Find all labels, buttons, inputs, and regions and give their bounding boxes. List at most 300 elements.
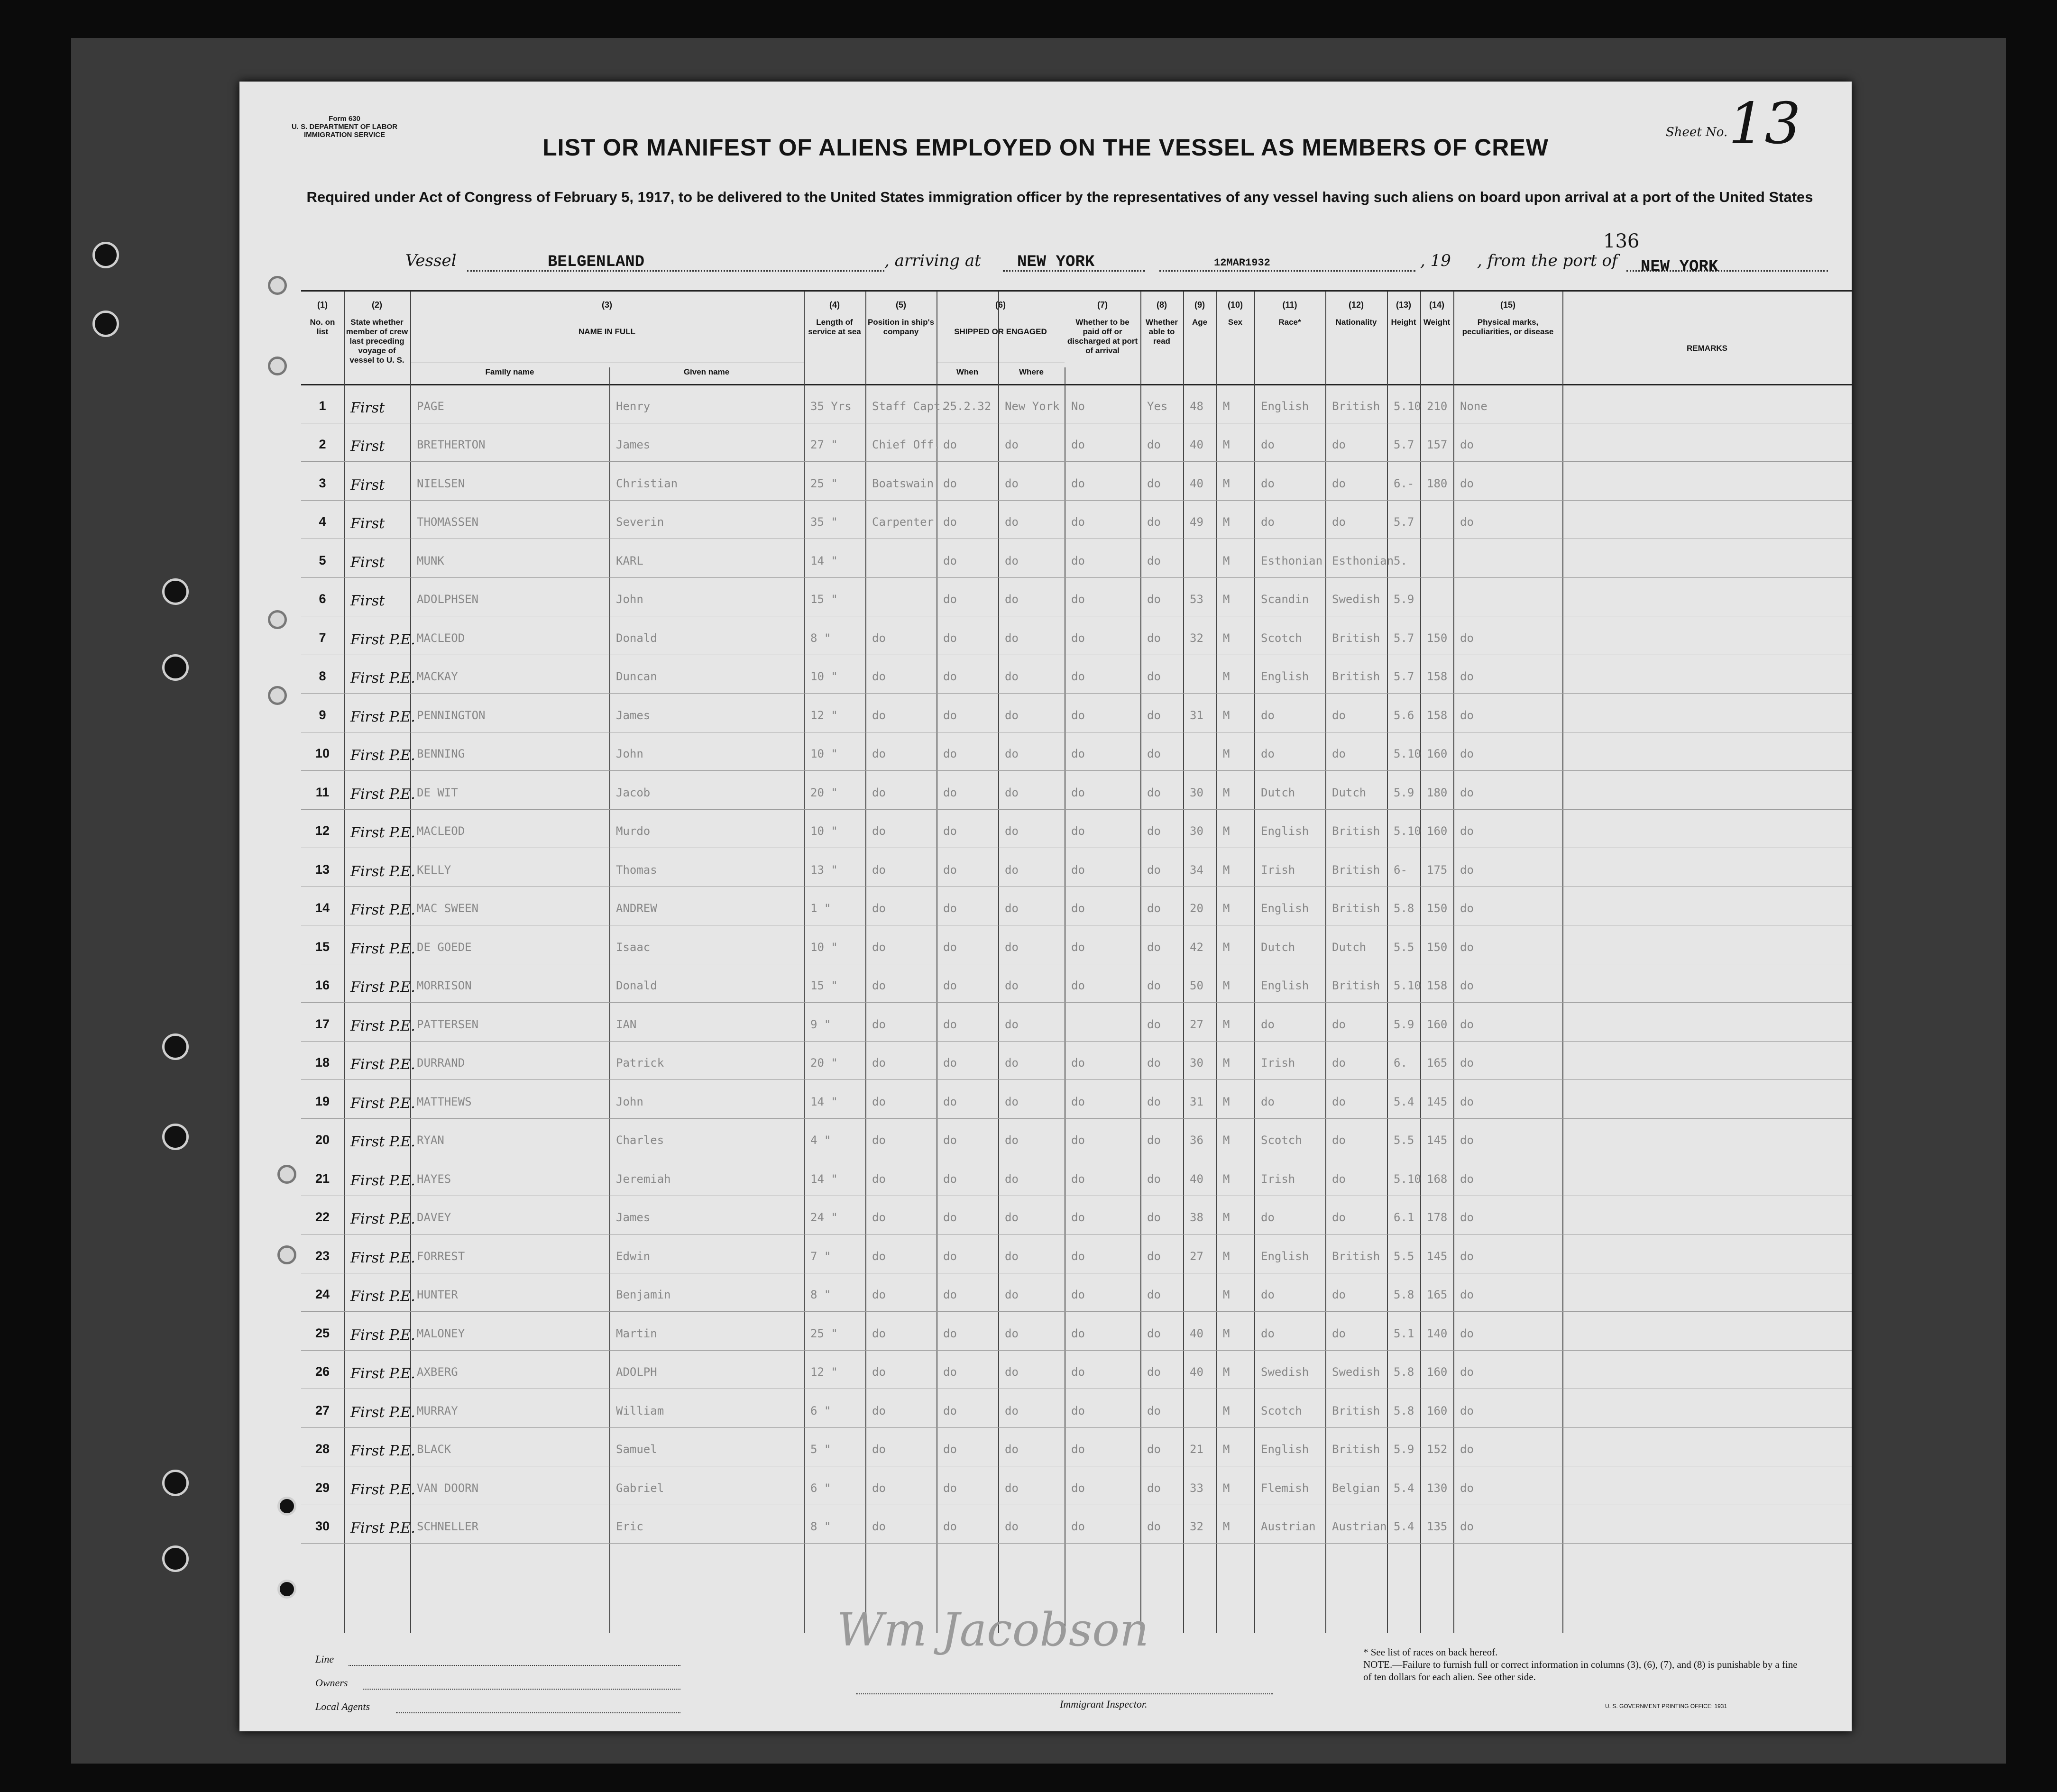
previous-voyage-entry: First P.E. bbox=[350, 1056, 415, 1073]
crew-cell-read: do bbox=[1147, 1056, 1161, 1070]
crew-cell-fam: BRETHERTON bbox=[417, 438, 486, 452]
crew-cell-nat: do bbox=[1332, 1095, 1346, 1108]
crew-cell-when: do bbox=[943, 708, 957, 722]
crew-cell-wt: 150 bbox=[1427, 902, 1448, 915]
crew-cell-fam: FORREST bbox=[417, 1249, 465, 1263]
row-divider bbox=[301, 1311, 1852, 1312]
crew-cell-age: 20 bbox=[1190, 902, 1203, 915]
crew-cell-wt: 175 bbox=[1427, 863, 1448, 877]
crew-cell-race: English bbox=[1261, 1443, 1309, 1456]
crew-cell-race: Scandin bbox=[1261, 593, 1309, 606]
crew-cell-paid: do bbox=[1071, 1056, 1085, 1070]
previous-voyage-entry: First P.E. bbox=[350, 979, 415, 996]
row-number: 25 bbox=[315, 1326, 330, 1340]
previous-voyage-entry: First P.E. bbox=[350, 1211, 415, 1228]
previous-voyage-entry: First P.E. bbox=[350, 902, 415, 919]
column-header: Physical marks, peculiarities, or disease bbox=[1462, 318, 1554, 336]
crew-cell-marks: do bbox=[1460, 631, 1474, 645]
crew-cell-read: do bbox=[1147, 863, 1161, 877]
crew-cell-ht: 5.6 bbox=[1394, 708, 1414, 722]
crew-cell-ht: 5.5 bbox=[1394, 940, 1414, 954]
inspector-signature: Wm Jacobson bbox=[837, 1603, 1149, 1656]
crew-cell-pos: Carpenter bbox=[872, 515, 934, 529]
crew-cell-read: do bbox=[1147, 515, 1161, 529]
page-hole-icon bbox=[268, 610, 287, 629]
crew-cell-read: do bbox=[1147, 708, 1161, 722]
crew-cell-marks: do bbox=[1460, 476, 1474, 490]
crew-cell-given: Edwin bbox=[616, 1249, 651, 1263]
crew-cell-sex: M bbox=[1223, 786, 1230, 799]
crew-cell-given: William bbox=[616, 1404, 664, 1417]
column-number: (11) bbox=[1282, 300, 1297, 310]
crew-cell-read: do bbox=[1147, 1404, 1161, 1417]
crew-cell-wt: 168 bbox=[1427, 1172, 1448, 1186]
crew-cell-wt: 145 bbox=[1427, 1134, 1448, 1147]
crew-cell-race: do bbox=[1261, 476, 1275, 490]
crew-cell-read: do bbox=[1147, 1288, 1161, 1302]
crew-cell-marks: do bbox=[1460, 1443, 1474, 1456]
crew-cell-ht: 5.10 bbox=[1394, 979, 1421, 993]
crew-cell-read: do bbox=[1147, 824, 1161, 838]
previous-voyage-entry: First P.E. bbox=[350, 1481, 415, 1498]
crew-cell-len: 14 " bbox=[810, 554, 838, 567]
crew-cell-pos: do bbox=[872, 1326, 886, 1340]
binder-hole-icon bbox=[162, 1545, 189, 1572]
crew-cell-pos: do bbox=[872, 1211, 886, 1225]
crew-cell-len: 7 " bbox=[810, 1249, 831, 1263]
column-header: Weight bbox=[1423, 318, 1451, 327]
crew-cell-ht: 5.7 bbox=[1394, 515, 1414, 529]
crew-cell-nat: do bbox=[1332, 1056, 1346, 1070]
crew-cell-pos: Boatswain bbox=[872, 476, 934, 490]
crew-cell-sex: M bbox=[1223, 979, 1230, 993]
crew-cell-pos: do bbox=[872, 1443, 886, 1456]
row-number: 21 bbox=[315, 1171, 330, 1186]
column-number: (14) bbox=[1429, 300, 1444, 310]
crew-cell-given: Murdo bbox=[616, 824, 651, 838]
crew-cell-age: 38 bbox=[1190, 1211, 1203, 1225]
previous-voyage-entry: First P.E. bbox=[350, 1404, 415, 1421]
crew-cell-len: 1 " bbox=[810, 902, 831, 915]
crew-cell-marks: do bbox=[1460, 1520, 1474, 1534]
crew-cell-age: 49 bbox=[1190, 515, 1203, 529]
crew-cell-len: 8 " bbox=[810, 1520, 831, 1534]
manifest-page bbox=[239, 82, 1852, 1731]
crew-cell-paid: do bbox=[1071, 747, 1085, 761]
crew-cell-len: 10 " bbox=[810, 824, 838, 838]
crew-cell-fam: DAVEY bbox=[417, 1211, 451, 1225]
crew-cell-fam: NIELSEN bbox=[417, 476, 465, 490]
crew-cell-race: Esthonian bbox=[1261, 554, 1323, 567]
crew-cell-paid: do bbox=[1071, 593, 1085, 606]
column-header: Sex bbox=[1228, 318, 1243, 327]
row-divider bbox=[301, 577, 1852, 578]
crew-cell-when: do bbox=[943, 1095, 957, 1108]
crew-cell-fam: PATTERSEN bbox=[417, 1017, 479, 1031]
crew-cell-nat: British bbox=[1332, 1443, 1380, 1456]
crew-cell-wt: 130 bbox=[1427, 1481, 1448, 1495]
column-number: (5) bbox=[896, 300, 906, 310]
page-subtitle: Required under Act of Congress of February 5, 1917, to be delivered to the United States immigration officer by the representatives of any vessel having such aliens on board upon arrival at a port of the United States bbox=[306, 189, 1813, 205]
crew-cell-age: 50 bbox=[1190, 979, 1203, 993]
crew-cell-fam: MACKAY bbox=[417, 670, 458, 684]
row-number: 8 bbox=[319, 669, 326, 684]
crew-cell-wt: 158 bbox=[1427, 670, 1448, 684]
crew-cell-marks: do bbox=[1460, 1017, 1474, 1031]
crew-cell-paid: do bbox=[1071, 1443, 1085, 1456]
crew-cell-read: do bbox=[1147, 1481, 1161, 1495]
crew-cell-when: do bbox=[943, 438, 957, 452]
previous-voyage-entry: First P.E. bbox=[350, 708, 415, 725]
row-number: 15 bbox=[315, 939, 330, 954]
page-hole-icon bbox=[277, 1245, 296, 1264]
form-identifier: Form 630 U. S. DEPARTMENT OF LABOR IMMIGRATION SERVICE bbox=[292, 115, 398, 139]
crew-cell-given: ANDREW bbox=[616, 902, 657, 915]
row-number: 23 bbox=[315, 1248, 330, 1263]
crew-cell-age: 40 bbox=[1190, 1365, 1203, 1379]
previous-voyage-entry: First P.E. bbox=[350, 1288, 415, 1305]
crew-cell-len: 20 " bbox=[810, 1056, 838, 1070]
crew-cell-nat: do bbox=[1332, 438, 1346, 452]
row-number: 24 bbox=[315, 1287, 330, 1302]
crew-cell-sex: M bbox=[1223, 1211, 1230, 1225]
crew-cell-marks: do bbox=[1460, 979, 1474, 993]
crew-cell-pos: do bbox=[872, 1365, 886, 1379]
crew-cell-ht: 6. bbox=[1394, 1056, 1407, 1070]
crew-cell-len: 15 " bbox=[810, 593, 838, 606]
crew-cell-when: do bbox=[943, 902, 957, 915]
crew-cell-sex: M bbox=[1223, 1017, 1230, 1031]
crew-cell-marks: do bbox=[1460, 1326, 1474, 1340]
crew-cell-race: Swedish bbox=[1261, 1365, 1309, 1379]
previous-voyage-entry: First bbox=[350, 438, 385, 455]
crew-cell-wt: 180 bbox=[1427, 476, 1448, 490]
crew-cell-paid: do bbox=[1071, 708, 1085, 722]
crew-cell-wt: 158 bbox=[1427, 708, 1448, 722]
crew-cell-len: 8 " bbox=[810, 631, 831, 645]
crew-cell-nat: Esthonian bbox=[1332, 554, 1394, 567]
crew-cell-fam: THOMASSEN bbox=[417, 515, 479, 529]
crew-cell-marks: do bbox=[1460, 1404, 1474, 1417]
crew-cell-given: Donald bbox=[616, 979, 657, 993]
crew-cell-pos: do bbox=[872, 1134, 886, 1147]
crew-cell-race: Scotch bbox=[1261, 1404, 1302, 1417]
crew-cell-where: do bbox=[1005, 593, 1019, 606]
crew-cell-wt: 152 bbox=[1427, 1443, 1448, 1456]
crew-cell-given: James bbox=[616, 438, 651, 452]
previous-voyage-entry: First P.E. bbox=[350, 1095, 415, 1112]
binder-hole-icon bbox=[162, 654, 189, 681]
inspector-label: Immigrant Inspector. bbox=[1060, 1698, 1148, 1710]
footer-owners-label: Owners bbox=[315, 1677, 348, 1689]
crew-cell-given: Thomas bbox=[616, 863, 657, 877]
crew-cell-where: do bbox=[1005, 979, 1019, 993]
crew-cell-nat: do bbox=[1332, 476, 1346, 490]
footer-line-label: Line bbox=[315, 1653, 334, 1665]
previous-voyage-entry: First P.E. bbox=[350, 631, 415, 648]
crew-cell-when: 25.2.32 bbox=[943, 399, 992, 413]
crew-cell-paid: do bbox=[1071, 1288, 1085, 1302]
crew-cell-ht: 5.5 bbox=[1394, 1134, 1414, 1147]
crew-cell-nat: do bbox=[1332, 1288, 1346, 1302]
crew-cell-where: do bbox=[1005, 863, 1019, 877]
crew-cell-age: 36 bbox=[1190, 1134, 1203, 1147]
previous-voyage-entry: First P.E. bbox=[350, 1326, 415, 1344]
column-header: Age bbox=[1192, 318, 1208, 327]
previous-voyage-entry: First P.E. bbox=[350, 1365, 415, 1382]
crew-cell-read: do bbox=[1147, 902, 1161, 915]
crew-cell-pos: do bbox=[872, 631, 886, 645]
crew-cell-nat: Swedish bbox=[1332, 593, 1380, 606]
crew-cell-age: 32 bbox=[1190, 1520, 1203, 1534]
crew-cell-ht: 5.9 bbox=[1394, 1443, 1414, 1456]
date-stamp: 12MAR1932 bbox=[1214, 257, 1270, 269]
from-label: , from the port of bbox=[1477, 251, 1618, 270]
crew-cell-marks: do bbox=[1460, 902, 1474, 915]
crew-cell-nat: do bbox=[1332, 1326, 1346, 1340]
crew-cell-fam: MORRISON bbox=[417, 979, 472, 993]
crew-cell-sex: M bbox=[1223, 631, 1230, 645]
crew-cell-where: do bbox=[1005, 940, 1019, 954]
crew-cell-fam: DE WIT bbox=[417, 786, 458, 799]
crew-cell-race: do bbox=[1261, 515, 1275, 529]
crew-cell-sex: M bbox=[1223, 1404, 1230, 1417]
fine-note: NOTE.—Failure to furnish full or correct information in columns (3), (6), (7), and (8) is punishable by a fine of ten dollars for each alien. See other side. bbox=[1363, 1659, 1798, 1682]
crew-cell-pos: do bbox=[872, 1017, 886, 1031]
crew-cell-when: do bbox=[943, 554, 957, 567]
crew-cell-ht: 5.4 bbox=[1394, 1481, 1414, 1495]
crew-cell-ht: 5.10 bbox=[1394, 1172, 1421, 1186]
crew-cell-race: English bbox=[1261, 670, 1309, 684]
crew-cell-nat: do bbox=[1332, 1211, 1346, 1225]
crew-cell-ht: 5. bbox=[1394, 554, 1407, 567]
crew-cell-pos: Chief Off. bbox=[872, 438, 941, 452]
crew-cell-where: do bbox=[1005, 1017, 1019, 1031]
column-header: Nationality bbox=[1335, 318, 1377, 327]
crew-cell-paid: do bbox=[1071, 554, 1085, 567]
crew-cell-given: Duncan bbox=[616, 670, 657, 684]
crew-cell-wt: 160 bbox=[1427, 1017, 1448, 1031]
crew-cell-given: IAN bbox=[616, 1017, 637, 1031]
crew-cell-race: English bbox=[1261, 902, 1309, 915]
crew-cell-marks: do bbox=[1460, 1172, 1474, 1186]
crew-cell-nat: British bbox=[1332, 399, 1380, 413]
page-hole-icon bbox=[268, 357, 287, 375]
crew-cell-nat: do bbox=[1332, 1134, 1346, 1147]
binder-hole-icon bbox=[162, 1124, 189, 1150]
column-number: (7) bbox=[1097, 300, 1108, 310]
crew-cell-len: 15 " bbox=[810, 979, 838, 993]
binder-hole-icon bbox=[162, 1470, 189, 1496]
crew-cell-sex: M bbox=[1223, 1520, 1230, 1534]
subheader-where: Where bbox=[1019, 367, 1044, 376]
crew-cell-paid: No bbox=[1071, 399, 1085, 413]
crew-cell-wt: 150 bbox=[1427, 940, 1448, 954]
previous-voyage-entry: First P.E. bbox=[350, 1520, 415, 1537]
row-divider bbox=[301, 1002, 1852, 1003]
crew-cell-wt: 150 bbox=[1427, 631, 1448, 645]
page-hole-icon bbox=[268, 276, 287, 295]
previous-voyage-entry: First P.E. bbox=[350, 747, 415, 764]
crew-cell-sex: M bbox=[1223, 1288, 1230, 1302]
crew-cell-paid: do bbox=[1071, 902, 1085, 915]
crew-cell-nat: do bbox=[1332, 1017, 1346, 1031]
previous-voyage-entry: First bbox=[350, 554, 385, 571]
column-number: (1) bbox=[317, 300, 328, 310]
column-header: Race* bbox=[1278, 318, 1301, 327]
crew-cell-when: do bbox=[943, 515, 957, 529]
crew-cell-race: do bbox=[1261, 747, 1275, 761]
crew-cell-fam: VAN DOORN bbox=[417, 1481, 479, 1495]
crew-cell-pos: do bbox=[872, 1404, 886, 1417]
crew-cell-where: do bbox=[1005, 1365, 1019, 1379]
crew-cell-read: do bbox=[1147, 593, 1161, 606]
crew-cell-len: 25 " bbox=[810, 476, 838, 490]
crew-cell-paid: do bbox=[1071, 1134, 1085, 1147]
crew-cell-pos: do bbox=[872, 708, 886, 722]
crew-cell-ht: 5.7 bbox=[1394, 438, 1414, 452]
sheet-label: Sheet No. bbox=[1666, 125, 1728, 139]
crew-cell-len: 4 " bbox=[810, 1134, 831, 1147]
arriving-port: NEW YORK bbox=[1017, 253, 1095, 271]
crew-cell-wt: 157 bbox=[1427, 438, 1448, 452]
crew-cell-where: do bbox=[1005, 747, 1019, 761]
crew-cell-read: do bbox=[1147, 1365, 1161, 1379]
crew-cell-marks: do bbox=[1460, 1288, 1474, 1302]
subheader-family: Family name bbox=[485, 367, 534, 376]
year-label: , 19 bbox=[1420, 251, 1451, 270]
row-number: 14 bbox=[315, 901, 330, 915]
row-number: 17 bbox=[315, 1016, 330, 1031]
crew-cell-given: John bbox=[616, 1095, 643, 1108]
crew-cell-read: do bbox=[1147, 979, 1161, 993]
vessel-label: Vessel bbox=[405, 251, 457, 270]
crew-cell-fam: ADOLPHSEN bbox=[417, 593, 479, 606]
crew-cell-given: Jacob bbox=[616, 786, 651, 799]
crew-cell-fam: BLACK bbox=[417, 1443, 451, 1456]
crew-cell-given: KARL bbox=[616, 554, 643, 567]
column-header: Whether to be paid off or discharged at port of arrival bbox=[1067, 318, 1138, 355]
row-number: 6 bbox=[319, 592, 326, 606]
crew-cell-fam: RYAN bbox=[417, 1134, 444, 1147]
crew-cell-nat: do bbox=[1332, 515, 1346, 529]
crew-cell-read: do bbox=[1147, 1326, 1161, 1340]
crew-cell-given: Martin bbox=[616, 1326, 657, 1340]
row-number: 30 bbox=[315, 1519, 330, 1534]
crew-cell-fam: DURRAND bbox=[417, 1056, 465, 1070]
crew-cell-age: 40 bbox=[1190, 1326, 1203, 1340]
crew-cell-len: 24 " bbox=[810, 1211, 838, 1225]
crew-cell-paid: do bbox=[1071, 1404, 1085, 1417]
crew-cell-len: 12 " bbox=[810, 1365, 838, 1379]
crew-cell-ht: 6.- bbox=[1394, 476, 1414, 490]
crew-cell-fam: MACLEOD bbox=[417, 824, 465, 838]
crew-cell-pos: do bbox=[872, 1249, 886, 1263]
crew-cell-when: do bbox=[943, 940, 957, 954]
crew-cell-marks: do bbox=[1460, 708, 1474, 722]
column-number: (4) bbox=[829, 300, 840, 310]
crew-cell-marks: do bbox=[1460, 515, 1474, 529]
crew-cell-sex: M bbox=[1223, 1249, 1230, 1263]
row-number: 26 bbox=[315, 1364, 330, 1379]
row-number: 1 bbox=[319, 398, 326, 413]
previous-voyage-entry: First P.E. bbox=[350, 1172, 415, 1189]
crew-cell-read: do bbox=[1147, 1443, 1161, 1456]
crew-cell-when: do bbox=[943, 824, 957, 838]
crew-cell-age: 30 bbox=[1190, 786, 1203, 799]
column-number: (3) bbox=[602, 300, 612, 310]
crew-cell-age: 48 bbox=[1190, 399, 1203, 413]
crew-cell-len: 25 " bbox=[810, 1326, 838, 1340]
previous-voyage-entry: First bbox=[350, 399, 385, 416]
crew-cell-nat: Belgian bbox=[1332, 1481, 1380, 1495]
crew-cell-when: do bbox=[943, 747, 957, 761]
crew-cell-age: 40 bbox=[1190, 438, 1203, 452]
crew-cell-fam: MUNK bbox=[417, 554, 444, 567]
crew-cell-fam: BENNING bbox=[417, 747, 465, 761]
column-header: No. on list bbox=[310, 318, 335, 336]
crew-cell-where: do bbox=[1005, 1520, 1019, 1534]
crew-cell-sex: M bbox=[1223, 515, 1230, 529]
crew-cell-fam: MATTHEWS bbox=[417, 1095, 472, 1108]
crew-cell-race: do bbox=[1261, 438, 1275, 452]
previous-voyage-entry: First P.E. bbox=[350, 670, 415, 687]
crew-cell-paid: do bbox=[1071, 438, 1085, 452]
column-header: NAME IN FULL bbox=[579, 327, 635, 336]
crew-cell-ht: 5.4 bbox=[1394, 1095, 1414, 1108]
crew-cell-pos: do bbox=[872, 824, 886, 838]
crew-cell-when: do bbox=[943, 1520, 957, 1534]
crew-cell-given: Severin bbox=[616, 515, 664, 529]
row-number: 7 bbox=[319, 630, 326, 645]
crew-cell-pos: do bbox=[872, 1056, 886, 1070]
crew-cell-nat: British bbox=[1332, 902, 1380, 915]
page-hole-icon bbox=[277, 1497, 296, 1516]
crew-cell-ht: 5.7 bbox=[1394, 670, 1414, 684]
crew-cell-nat: Austrian bbox=[1332, 1520, 1387, 1534]
crew-cell-when: do bbox=[943, 786, 957, 799]
crew-cell-given: ADOLPH bbox=[616, 1365, 657, 1379]
crew-cell-race: do bbox=[1261, 1095, 1275, 1108]
crew-cell-when: do bbox=[943, 1404, 957, 1417]
crew-cell-wt: 210 bbox=[1427, 399, 1448, 413]
crew-cell-when: do bbox=[943, 1288, 957, 1302]
crew-cell-pos: do bbox=[872, 979, 886, 993]
crew-cell-marks: do bbox=[1460, 438, 1474, 452]
crew-cell-sex: M bbox=[1223, 1365, 1230, 1379]
crew-cell-fam: MALONEY bbox=[417, 1326, 465, 1340]
crew-cell-marks: do bbox=[1460, 1211, 1474, 1225]
crew-cell-age: 32 bbox=[1190, 631, 1203, 645]
crew-cell-when: do bbox=[943, 1365, 957, 1379]
crew-cell-wt: 145 bbox=[1427, 1095, 1448, 1108]
crew-cell-marks: do bbox=[1460, 747, 1474, 761]
crew-cell-given: Samuel bbox=[616, 1443, 657, 1456]
crew-cell-nat: British bbox=[1332, 631, 1380, 645]
crew-cell-marks: do bbox=[1460, 786, 1474, 799]
crew-cell-when: do bbox=[943, 1134, 957, 1147]
crew-cell-when: do bbox=[943, 476, 957, 490]
crew-cell-len: 12 " bbox=[810, 708, 838, 722]
crew-cell-race: English bbox=[1261, 1249, 1309, 1263]
crew-cell-ht: 5.10 bbox=[1394, 747, 1421, 761]
crew-cell-where: do bbox=[1005, 1443, 1019, 1456]
crew-cell-nat: do bbox=[1332, 708, 1346, 722]
crew-cell-race: do bbox=[1261, 1288, 1275, 1302]
previous-voyage-entry: First P.E. bbox=[350, 786, 415, 803]
vessel-name: BELGENLAND bbox=[548, 253, 645, 271]
crew-cell-read: do bbox=[1147, 631, 1161, 645]
